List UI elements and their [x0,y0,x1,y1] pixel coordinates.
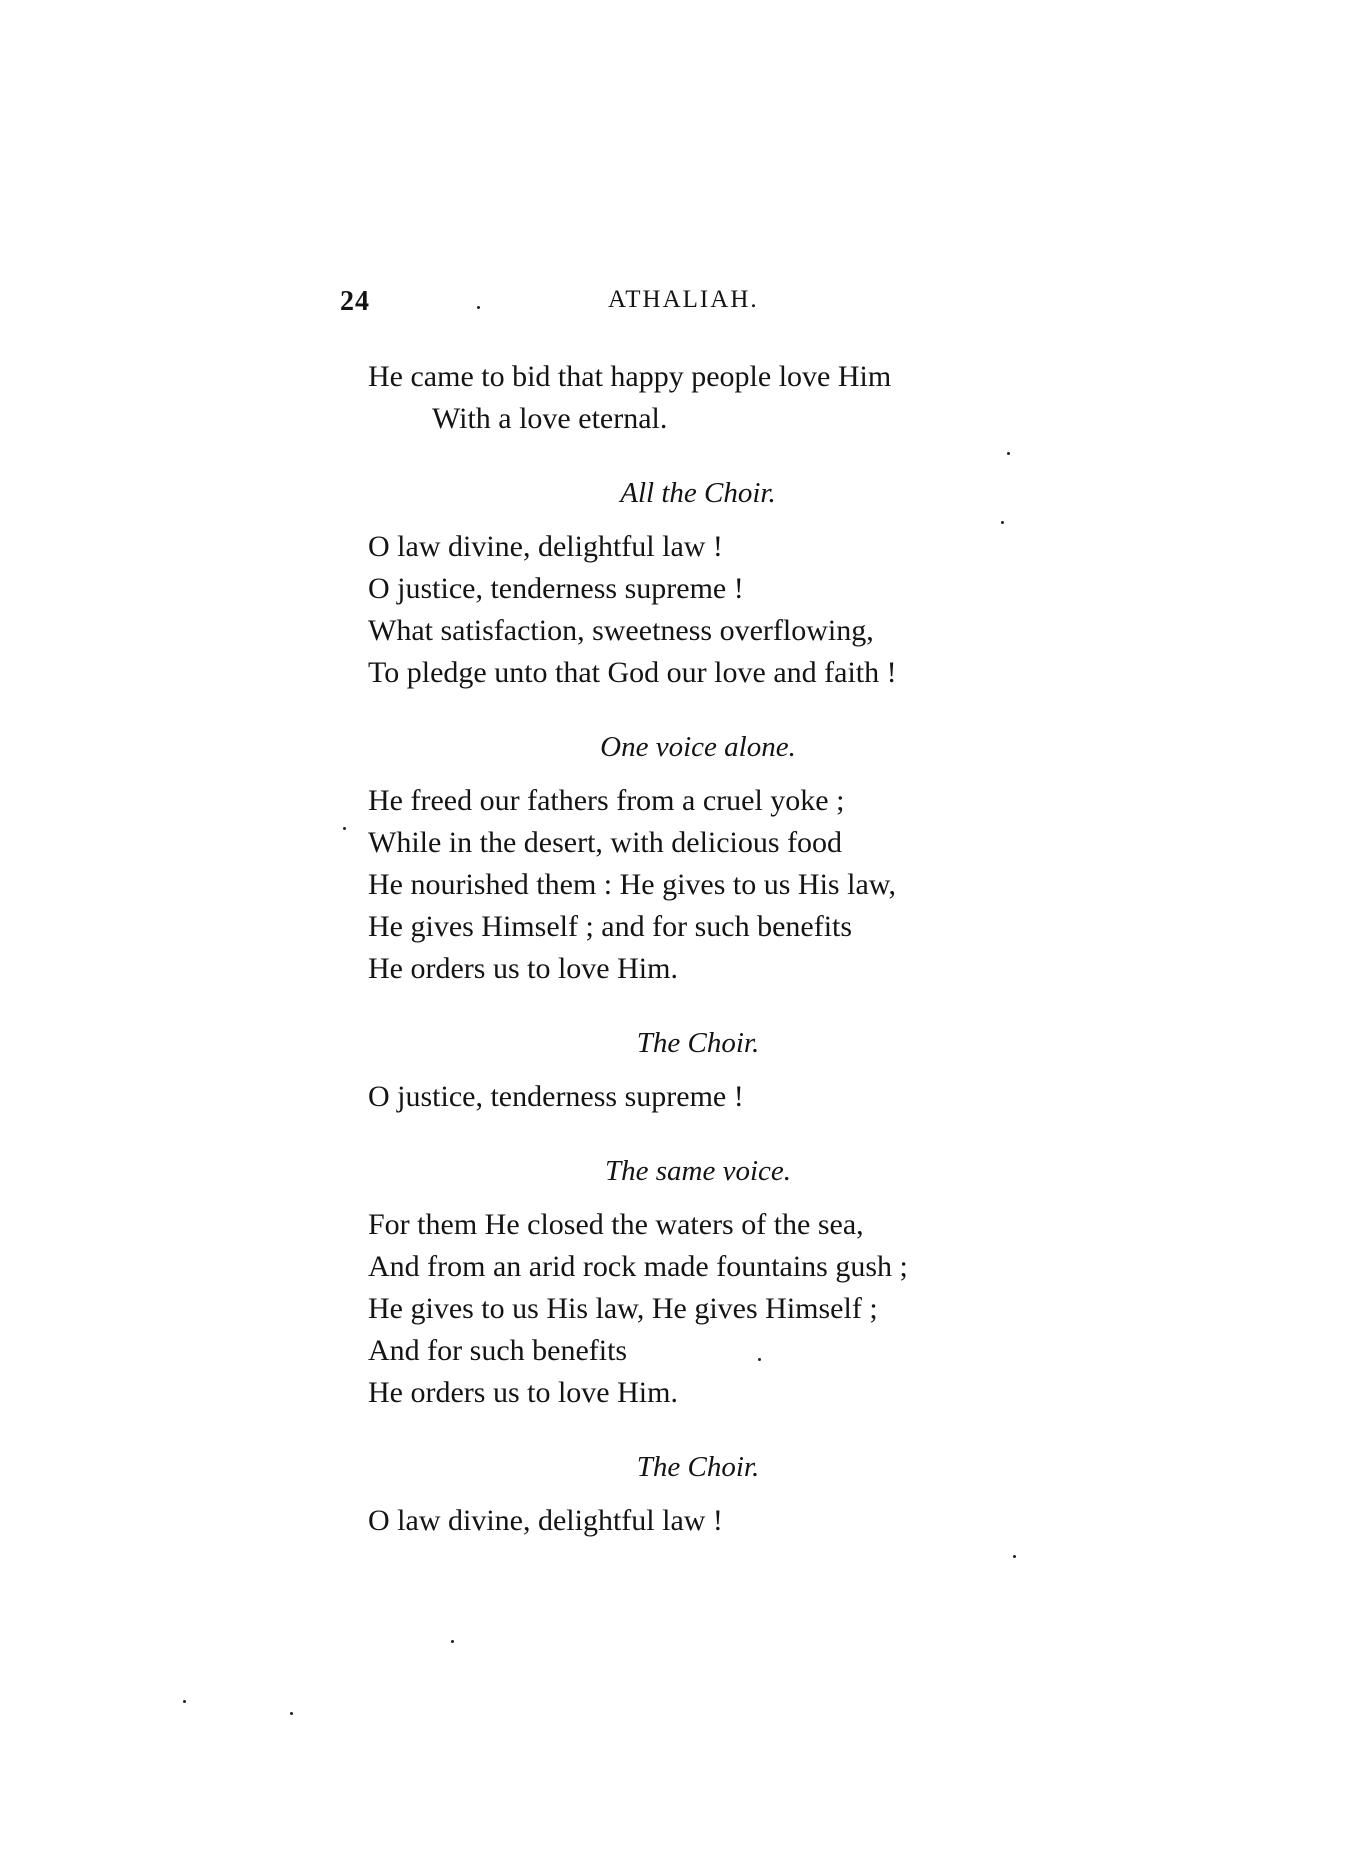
verse-text [368,356,1028,1542]
verse-line: He came to bid that happy people love Him [368,360,892,393]
scan-speck [183,1700,186,1703]
verse-line: O law divine, delightful law ! [368,530,723,563]
section-gap [368,990,1028,1022]
scan-speck [477,306,480,309]
verse-line: And from an arid rock made fountains gush ; [368,1250,908,1283]
verse-line: For them He closed the waters of the sea, [368,1208,864,1241]
scan-speck [758,1358,761,1361]
section-gap [368,1414,1028,1446]
speaker-heading: The Choir. [636,1027,760,1059]
verse-line: He orders us to love Him. [368,952,678,985]
section-gap [368,768,1028,780]
verse-line: O justice, tenderness supreme ! [368,1080,744,1113]
section-gap [368,1488,1028,1500]
speaker-heading: One voice alone. [600,731,796,763]
verse-line: He orders us to love Him. [368,1376,678,1409]
speaker-heading: The same voice. [604,1155,792,1187]
running-title: ATHALIAH. [608,286,759,313]
section-gap [368,1118,1028,1150]
verse-line: O justice, tenderness supreme ! [368,572,744,605]
scan-speck [1001,521,1004,524]
speaker-heading: The Choir. [636,1451,760,1483]
verse-line: And for such benefits [368,1334,628,1367]
section-gap [368,440,1028,472]
verse-line: What satisfaction, sweetness overflowing, [368,614,874,647]
verse-line: To pledge unto that God our love and faith ! [368,656,897,689]
scan-speck [290,1712,293,1715]
verse-line: He gives Himself ; and for such benefits [368,910,853,943]
scan-speck [1013,1555,1016,1558]
scan-speck [451,1640,454,1643]
section-gap [368,1192,1028,1204]
verse-line: With a love eternal. [432,402,668,435]
section-gap [368,514,1028,526]
verse-line: He gives to us His law, He gives Himself ; [368,1292,878,1325]
verse-line: O law divine, delightful law ! [368,1504,723,1537]
verse-line: He freed our fathers from a cruel yoke ; [368,784,845,817]
verse-line: While in the desert, with delicious food [368,826,843,859]
speaker-heading: All the Choir. [620,477,776,509]
scan-speck [343,827,346,830]
section-gap [368,694,1028,726]
section-gap [368,1064,1028,1076]
page-number: 24 [340,286,370,317]
scan-speck [1007,452,1010,455]
page-header [340,284,1000,324]
verse-line: He nourished them : He gives to us His law, [368,868,896,901]
